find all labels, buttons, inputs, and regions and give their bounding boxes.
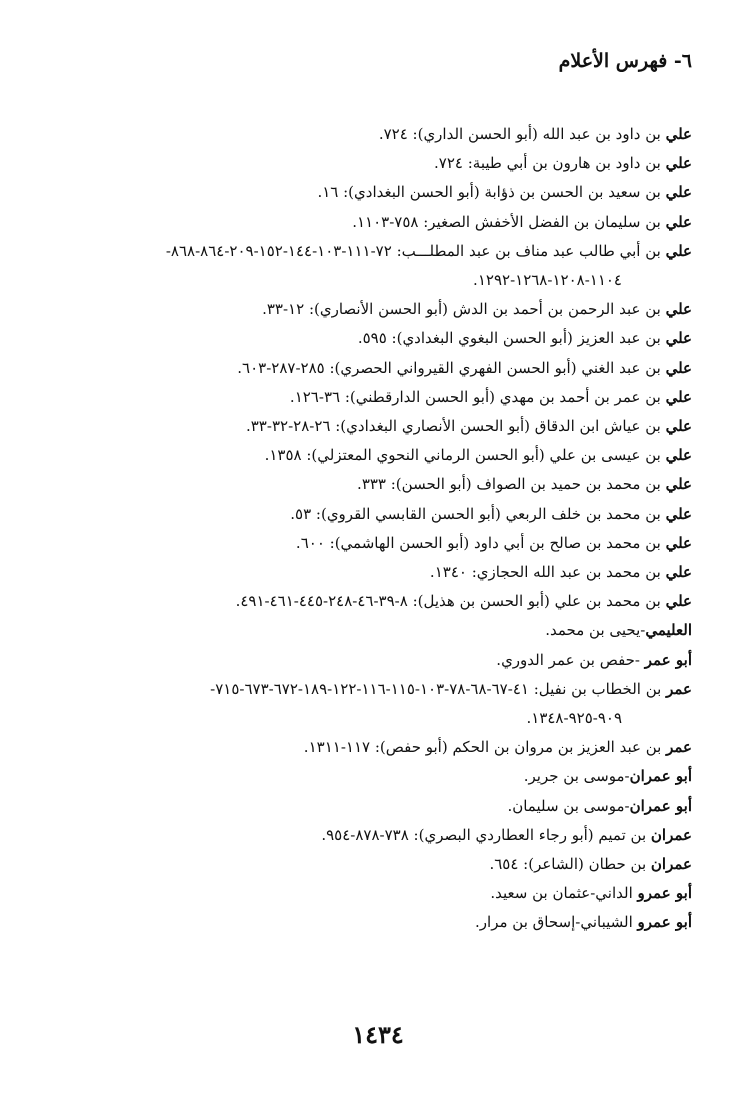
entry-heading: أبو عمران: [629, 796, 692, 815]
entry-text: بن سليمان بن الفضل الأخفش الصغير: ٧٥٨-١١٠٣.: [352, 212, 666, 231]
entry-text: الداني-عثمان بن سعيد.: [490, 884, 638, 903]
entry-heading: علي: [665, 300, 692, 319]
index-entry: [52, 587, 692, 616]
entry-heading: عمران: [650, 855, 692, 874]
entry-text: ١١٠٤-١٢٠٨-١٢٦٨-١٢٩٢.: [473, 271, 622, 290]
entry-text: بن عمر بن أحمد بن مهدي (أبو الحسن الدارقطني): ٣٦-١٢٦.: [289, 387, 666, 406]
entry-heading: أبو عمر: [644, 650, 692, 669]
index-entry: [52, 178, 692, 207]
entry-text: بن عبد العزيز (أبو الحسن البغوي البغدادي): ٥٩٥.: [357, 329, 666, 348]
entry-text: بن عبد العزيز بن مروان بن الحكم (أبو حفص): ١١٧-١٣١١.: [303, 738, 667, 757]
entry-text: -يحيى بن محمد.: [545, 621, 646, 640]
entry-heading: علي: [665, 154, 692, 173]
index-entry: [52, 120, 692, 149]
entry-text: بن محمد بن عبد الله الحجازي: ١٣٤٠.: [429, 563, 666, 582]
entry-text: بن داود بن هارون بن أبي طيبة: ٧٢٤.: [434, 154, 666, 173]
entry-text: ٩٠٩-٩٢٥-١٣٤٨.: [526, 709, 622, 728]
entry-text: بن عبد الرحمن بن أحمد بن الدش (أبو الحسن الأنصاري): ١٢-٣٣.: [262, 300, 666, 319]
index-entry-continuation: [52, 266, 692, 295]
index-entry: [52, 675, 692, 704]
index-entry: [52, 412, 692, 441]
entry-text: -حفص بن عمر الدوري.: [496, 650, 645, 669]
index-entry: [52, 529, 692, 558]
index-entry: [52, 208, 692, 237]
index-entry: [52, 500, 692, 529]
entry-heading: أبو عمرو: [637, 884, 692, 903]
entry-heading: علي: [665, 387, 692, 406]
index-entry: [52, 850, 692, 879]
entry-heading: علي: [665, 358, 692, 377]
entry-heading: علي: [665, 125, 692, 143]
entry-heading: علي: [665, 475, 692, 494]
entry-heading: علي: [665, 446, 692, 465]
index-entry: [52, 762, 692, 791]
entry-text: بن محمد بن صالح بن أبي داود (أبو الحسن الهاشمي): ٦٠٠.: [295, 533, 666, 552]
entry-heading: علي: [665, 241, 692, 260]
index-entry: [52, 149, 692, 178]
index-entry: [52, 354, 692, 383]
index-entry: [52, 558, 692, 587]
entry-heading: علي: [665, 183, 692, 202]
entry-heading: أبو عمران: [629, 767, 692, 786]
index-entry: [52, 646, 692, 675]
entry-text: بن محمد بن خلف الربعي (أبو الحسن القابسي القروي): ٥٣.: [290, 504, 666, 523]
entry-text: بن عياش ابن الدقاق (أبو الحسن الأنصاري البغدادي): ٢٦-٢٨-٣٢-٣٣.: [245, 417, 666, 436]
index-entry: [52, 879, 692, 908]
entry-text: بن عيسى بن علي (أبو الحسن الرماني النحوي المعتزلي): ١٣٥٨.: [264, 446, 666, 465]
index-entry: [52, 295, 692, 324]
entry-heading: علي: [665, 563, 692, 582]
entry-heading: عمر: [666, 679, 692, 698]
entry-heading: علي: [665, 212, 692, 231]
index-entry: [52, 441, 692, 470]
entry-heading: علي: [665, 329, 692, 348]
entry-heading: العليمي: [645, 621, 692, 640]
running-header: ٦- فهرس الأعلام: [558, 50, 692, 72]
entry-text: بن داود بن عبد الله (أبو الحسن الداري): ٧٢٤.: [378, 125, 666, 143]
entry-text: بن الخطاب بن نفيل: ٤١-٦٧-٦٨-٧٨-١٠٣-١١٥-١١٦-١٢٢-١٨٩-٦٧٢-٦٧٣-٧١٥-: [210, 679, 667, 698]
page-number: ١٤٣٤: [352, 1020, 404, 1049]
index-entry: [52, 237, 692, 266]
entry-heading: علي: [665, 592, 692, 611]
entry-text: بن عبد الغني (أبو الحسن الفهري القيرواني الحصري): ٢٨٥-٢٨٧-٦٠٣.: [237, 358, 666, 377]
entry-text: -موسى بن سليمان.: [507, 796, 630, 815]
entry-text: بن سعيد بن الحسن بن ذؤابة (أبو الحسن البغدادي): ١٦.: [317, 183, 666, 202]
index-entry: [52, 324, 692, 353]
index-entry-continuation: [52, 704, 692, 733]
entry-heading: أبو عمرو: [637, 913, 692, 932]
entry-heading: علي: [665, 504, 692, 523]
index-entry: [52, 470, 692, 499]
entry-text: -موسى بن جرير.: [523, 767, 630, 786]
entry-heading: علي: [665, 417, 692, 436]
entry-heading: عمر: [666, 738, 692, 757]
entry-heading: علي: [665, 533, 692, 552]
entry-text: بن حطان (الشاعر): ٦٥٤.: [489, 855, 651, 874]
entry-heading: عمران: [650, 825, 692, 844]
index-entry: [52, 383, 692, 412]
index-entry: [52, 908, 692, 937]
entry-text: الشيباني-إسحاق بن مرار.: [475, 913, 638, 932]
entry-text: بن محمد بن حميد بن الصواف (أبو الحسن): ٣٣٣.: [357, 475, 666, 494]
entry-text: بن تميم (أبو رجاء العطاردي البصري): ٧٣٨-٨٧٨-٩٥٤.: [321, 825, 651, 844]
index-entry: [52, 616, 692, 645]
index-entry: [52, 733, 692, 762]
index-entry: [52, 821, 692, 850]
entry-text: بن أبي طالب عبد مناف بن عبد المطلـــب: ٧٢-١١١-١٠٣-١٤٤-١٥٢-٢٠٩-٨٦٤-٨٦٨-: [165, 241, 666, 260]
index-entry: [52, 792, 692, 821]
entry-text: بن محمد بن علي (أبو الحسن بن هذيل): ٨-٣٩-٤٦-٢٤٨-٤٤٥-٤٦١-٤٩١.: [235, 592, 666, 611]
index-entries-list: [52, 120, 692, 938]
